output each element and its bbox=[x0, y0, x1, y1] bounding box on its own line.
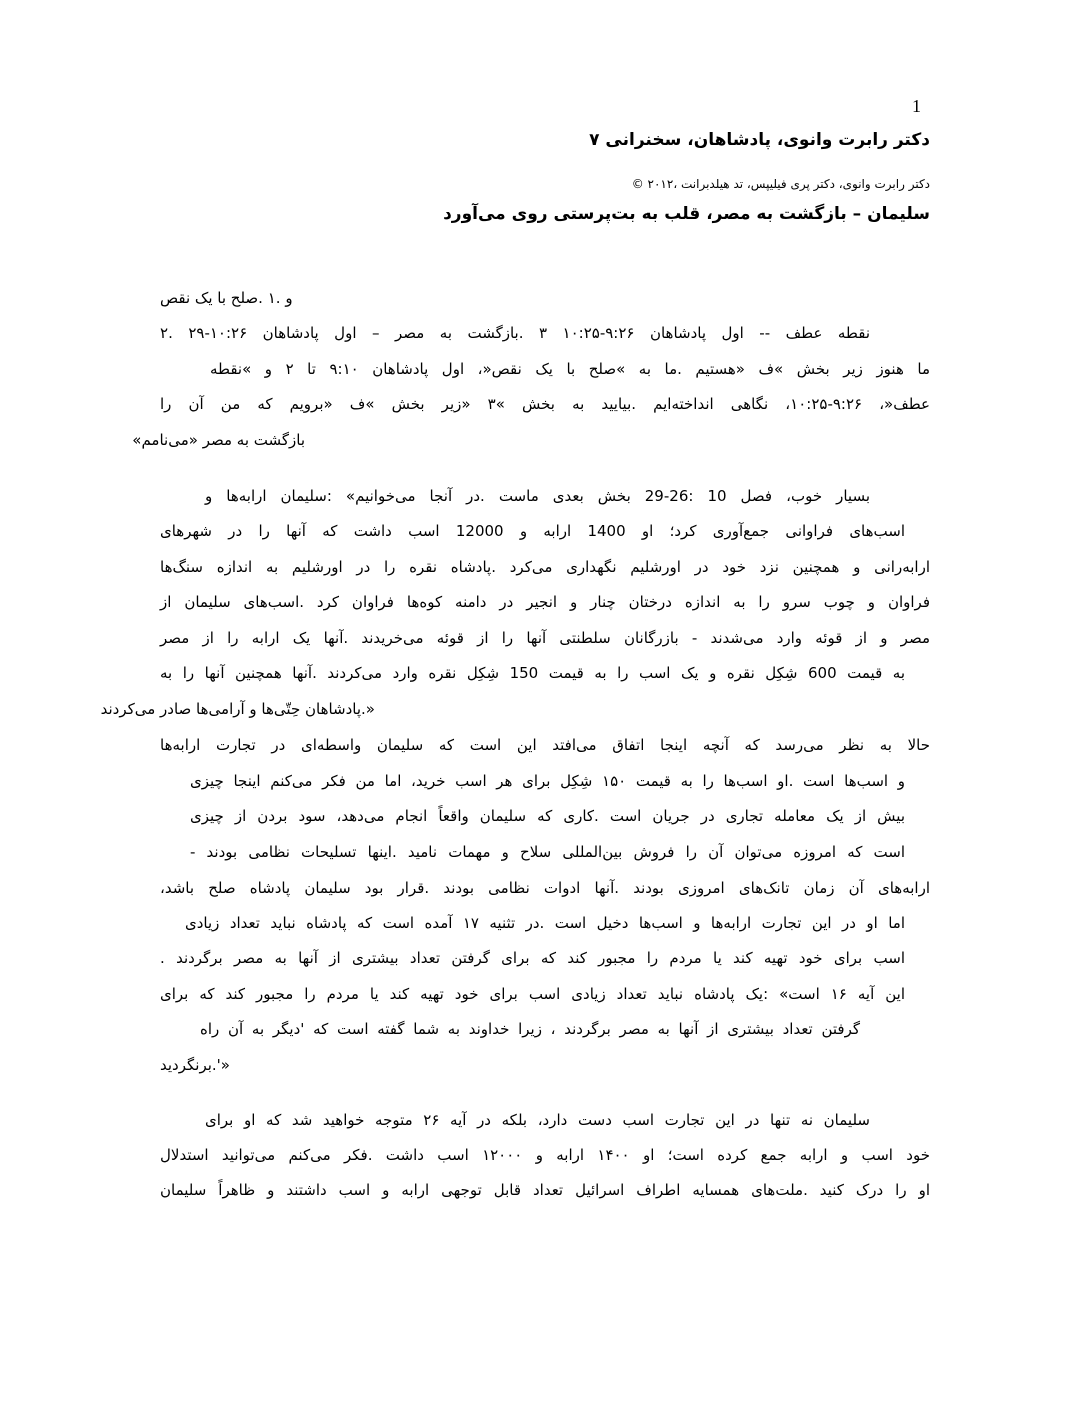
text-line: بسیار خوب، فصل 10 :26-29 بخش بعدی ماست .در آنجا می‌خوانیم» :سلیمان ارابه‌ها و bbox=[205, 487, 870, 505]
text-line: و .۱ .صلح با یک نقص bbox=[160, 289, 293, 307]
text-line: «'.برنگردید bbox=[160, 1056, 230, 1074]
page-number: 1 bbox=[912, 96, 921, 116]
text-line: بیش از یک معامله تجاری در جریان است .کاری که سلیمان واقعاً انجام می‌دهد، سود بردن از چیزی bbox=[190, 807, 905, 825]
text-line: ما هنوز زیر بخش »ف «هستیم .ما به »صلح با یک نقص«، اول پادشاهان ۹:۱۰ تا ۲ و »نقطه bbox=[210, 360, 931, 378]
section-subtitle: سلیمان – بازگشت به مصر، قلب به بت‌پرستی روی می‌آورد bbox=[443, 204, 930, 224]
text-line: عطف«، ۹:۲۶-۱۰:۲۵، نگاهی انداخته‌ایم .بیایید به بخش »۳ «زیر بخش »ف «برویم که من آن را bbox=[160, 395, 930, 413]
text-line: ارابه‌های آن زمان تانک‌های امروزی بودند .آنها ادوات نظامی بودند .قرار بود سلیمان پادشاه صلح باشد، bbox=[160, 879, 930, 897]
text-line: نقطه عطف -- اول پادشاهان ۹:۲۶-۱۰:۲۵ ۳ .بازگشت به مصر – اول پادشاهان ۱۰:۲۶-۲۹ .۲ bbox=[160, 324, 870, 342]
text-line: «.پادشاهان حِتّی‌ها و آرامی‌ها صادر می‌کردند bbox=[100, 700, 375, 718]
text-line: اسب‌های فراوانی جمع‌آوری کرد؛ او 1400 ارابه و 12000 اسب داشت که آنها را در شهرهای bbox=[160, 522, 906, 540]
text-line: مصر و از قوئه وارد می‌شدند - بازرگانان سلطنتی آنها را از قوئه می‌خریدند .آنها یک ارابه را از مصر bbox=[160, 629, 930, 647]
text-line: اسب برای خود تهیه کند یا مردم را مجبور کند که برای گرفتن تعداد بیشتری از آنها به مصر برگردند . bbox=[160, 949, 905, 967]
text-line: این آیه ۱۶ است» :یک پادشاه نباید تعداد زیادی اسب برای خود تهیه کند یا مردم را مجبور کند که برای bbox=[160, 985, 905, 1003]
text-line: حالا به نظر می‌رسد که آنچه اینجا اتفاق می‌افتد این است که سلیمان واسطه‌ای در تجارت ارابه‌ها bbox=[160, 736, 930, 754]
document-title: دکتر رابرت وانوی، پادشاهان، سخنرانی ۷ bbox=[589, 130, 930, 150]
text-line: فراوان و چوب سرو را به اندازه درختان چنار و انجیر در دامنه کوه‌ها فراوان کرد .اسب‌های سلیمان از bbox=[160, 593, 930, 611]
text-line: و اسب‌ها است .او اسب‌ها را به قیمت ۱۵۰ شِکِل برای هر اسب خرید، اما من فکر می‌کنم اینجا چیزی bbox=[190, 772, 905, 790]
text-line: خود اسب و ارابه جمع کرده است؛ او ۱۴۰۰ ارابه و ۱۲۰۰۰ اسب داشت .فکر می‌کنم می‌توانید استدلال bbox=[160, 1146, 930, 1164]
text-line: گرفتن تعداد بیشتری از آنها به مصر برگردند ، زیرا خداوند به شما گفته است که 'دیگر به آن راه bbox=[200, 1020, 860, 1038]
text-line: است که امروزه می‌توان آن را فروش بین‌المللی سلاح و مهمات نامید .اینها تسلیحات نظامی بودند - bbox=[190, 843, 905, 861]
text-line: او را درک کنید .ملت‌های همسایه اطراف اسرائیل تعداد قابل توجهی ارابه و اسب داشتند و ظاهراً سلیمان bbox=[160, 1181, 930, 1199]
text-line: سلیمان نه تنها در این تجارت اسب دست دارد، بلکه در آیه ۲۶ متوجه خواهید شد که او برای bbox=[205, 1111, 870, 1129]
text-line: بازگشت به مصر «می‌نامم» bbox=[132, 431, 305, 449]
text-line: به قیمت 600 شِکِل نقره و یک اسب را به قیمت 150 شِکِل نقره وارد می‌کردند .آنها همچنین آنها را به bbox=[160, 664, 905, 682]
copyright-line: دکتر رابرت وانوی، دکتر پری فیلیپس، تد هیلدبرانت ،۲۰۱۲ © bbox=[631, 177, 930, 191]
text-line: اما او در این تجارت ارابه‌ها و اسب‌ها دخیل است .در تثنیه ۱۷ آمده است که پادشاه نباید تعداد زیادی bbox=[185, 914, 905, 932]
text-line: ارابه‌رانی و همچنین نزد خود در اورشلیم نگهداری می‌کرد .پادشاه نقره را در اورشلیم به اندازه سنگ‌ها bbox=[160, 558, 930, 576]
